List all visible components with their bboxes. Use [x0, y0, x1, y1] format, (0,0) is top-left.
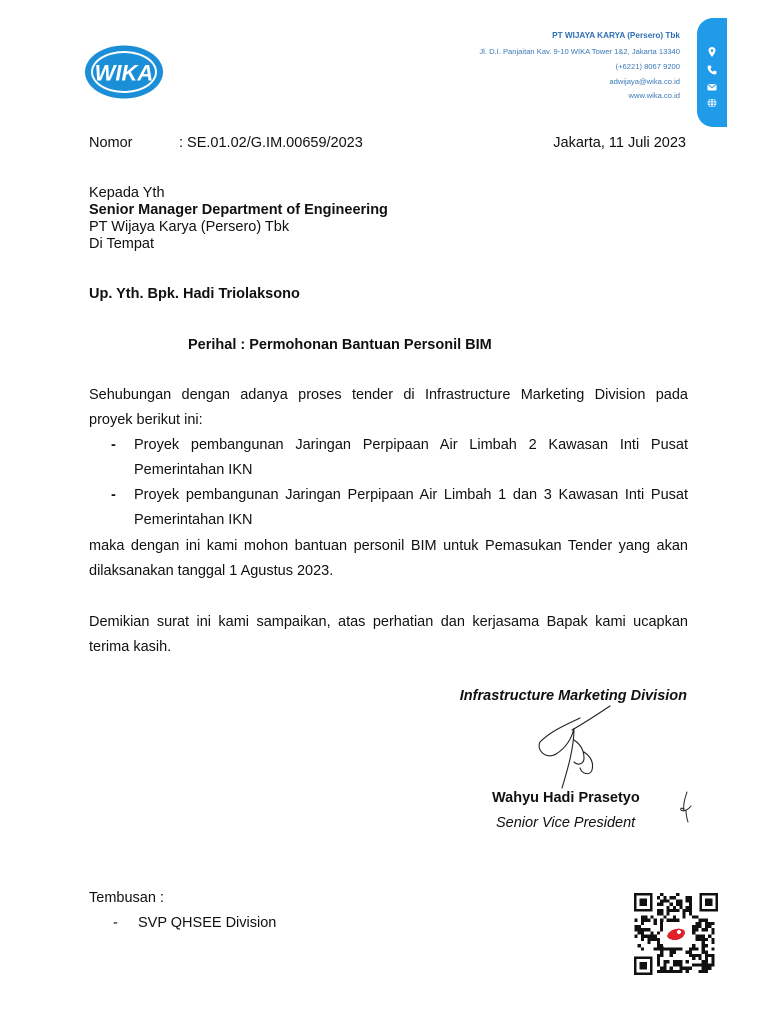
- bullet-item-1-line-1: Proyek pembangunan Jaringan Perpipaan Air Limbah 2 Kawasan Inti Pusat: [134, 437, 688, 453]
- handwritten-signature: [528, 700, 618, 795]
- body-after-line-1: maka dengan ini kami mohon bantuan personil BIM untuk Pemasukan Tender yang akan: [89, 538, 688, 554]
- cc-dash: -: [113, 915, 118, 931]
- signatory-title: Senior Vice President: [496, 815, 636, 831]
- nomor-label: Nomor: [89, 135, 133, 151]
- wika-logo: [83, 43, 165, 101]
- bullet-item-2-line-2: Pemerintahan IKN: [134, 512, 253, 528]
- qr-code: [633, 892, 719, 976]
- recipient-place: Di Tempat: [89, 236, 155, 252]
- subject-line: Perihal : Permohonan Bantuan Personil BIM: [188, 337, 492, 353]
- body-closing-line-1: Demikian surat ini kami sampaikan, atas perhatian dan kerjasama Bapak kami ucapkan: [89, 614, 688, 630]
- signature-division: Infrastructure Marketing Division: [459, 688, 687, 704]
- company-address: Jl. D.I. Panjaitan Kav. 9-10 WIKA Tower 1&2, Jakarta 13340: [479, 47, 680, 56]
- cc-item-1: SVP QHSEE Division: [138, 915, 277, 931]
- body-intro-line-1: Sehubungan dengan adanya proses tender di Infrastructure Marketing Division pada: [89, 387, 688, 403]
- recipient-greeting: Kepada Yth: [89, 185, 165, 201]
- location-icon: [706, 45, 718, 57]
- globe-icon: [706, 96, 718, 108]
- company-website: www.wika.co.id: [628, 91, 680, 100]
- contact-tab: [697, 18, 727, 127]
- recipient-company: PT Wijaya Karya (Persero) Tbk: [89, 219, 290, 235]
- body-after-line-2: dilaksanakan tanggal 1 Agustus 2023.: [89, 563, 334, 579]
- phone-icon: [706, 63, 718, 75]
- bullet-item-1-line-2: Pemerintahan IKN: [134, 462, 253, 478]
- initial-mark: [676, 790, 696, 824]
- bullet-item-2-line-1: Proyek pembangunan Jaringan Perpipaan Air Limbah 1 dan 3 Kawasan Inti Pusat: [134, 487, 688, 503]
- company-phone: (+6221) 8067 9200: [615, 62, 680, 71]
- svg-text:WIKA: WIKA: [94, 60, 154, 86]
- attention-line: Up. Yth. Bpk. Hadi Triolaksono: [89, 286, 300, 302]
- company-email: adwijaya@wika.co.id: [609, 77, 680, 86]
- mail-icon: [706, 80, 718, 92]
- signatory-name: Wahyu Hadi Prasetyo: [492, 790, 640, 806]
- recipient-position: Senior Manager Department of Engineering: [89, 202, 388, 218]
- body-intro-line-2: proyek berikut ini:: [89, 412, 203, 428]
- nomor-value: : SE.01.02/G.IM.00659/2023: [179, 135, 363, 151]
- bullet-dash-1: -: [111, 437, 116, 453]
- bullet-dash-2: -: [111, 487, 116, 503]
- place-date: Jakarta, 11 Juli 2023: [553, 135, 686, 151]
- cc-label: Tembusan :: [89, 890, 164, 906]
- body-closing-line-2: terima kasih.: [89, 639, 172, 655]
- company-name: PT WIJAYA KARYA (Persero) Tbk: [552, 31, 680, 40]
